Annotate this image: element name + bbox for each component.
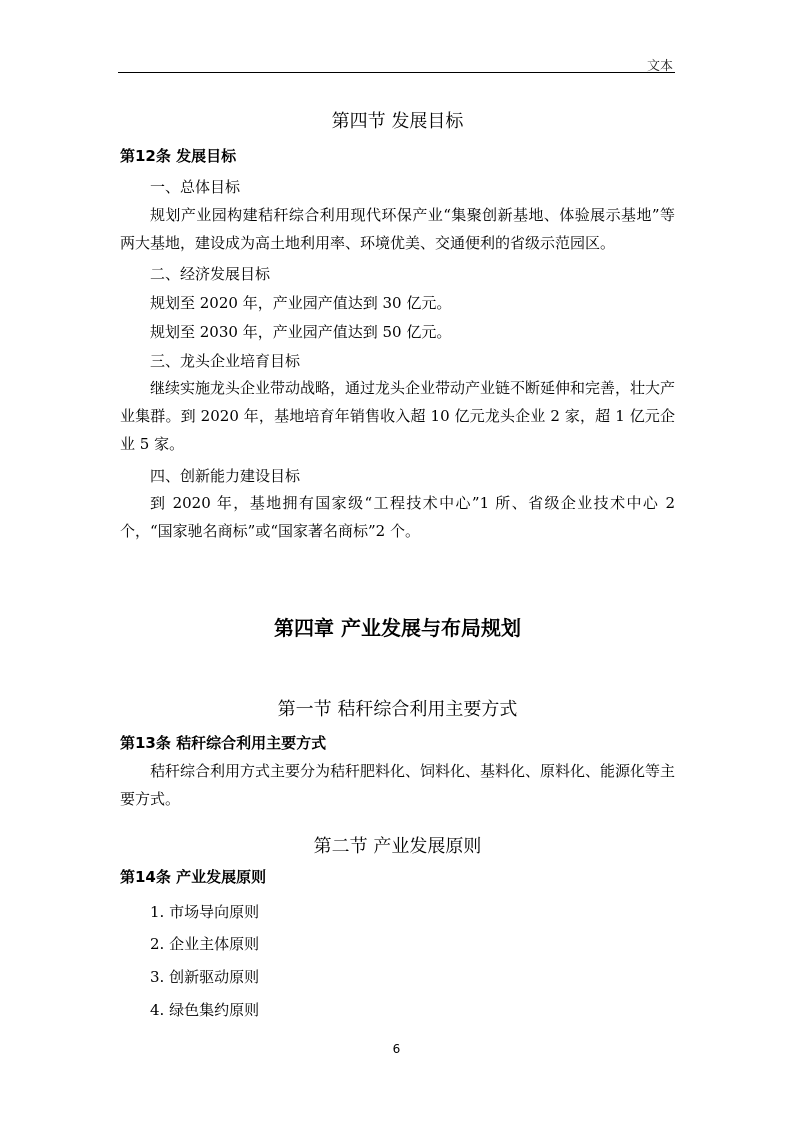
list-item-principle: 4. 绿色集约原则 xyxy=(150,1001,260,1019)
section-heading-straw-methods: 第一节 秸秆综合利用主要方式 xyxy=(277,699,518,720)
paragraph-straw-methods: 秸秆综合利用方式主要分为秸秆肥料化、饲料化、基料化、原料化、能源化等主要方式。 xyxy=(120,762,676,808)
list-item-principle: 2. 企业主体原则 xyxy=(150,935,260,953)
article-14-title: 第14条 产业发展原则 xyxy=(120,868,267,886)
paragraph-leading-enterprise: 继续实施龙头企业带动战略，通过龙头企业带动产业链不断延伸和完善，壮大产业集群。到 2020 年，基地培育年销售收入超 10 亿元龙头企业 2 家，超 1 亿元企业 5 家。 xyxy=(120,379,676,453)
paragraph-innovation: 到 2020 年，基地拥有国家级“工程技术中心”1 所、省级企业技术中心 2 个，“国家驰名商标”或“国家著名商标”2 个。 xyxy=(120,494,675,540)
header-label: 文本 xyxy=(646,59,673,74)
subheading-innovation: 四、创新能力建设目标 xyxy=(150,467,301,485)
subheading-overall-goal: 一、总体目标 xyxy=(150,178,241,196)
subheading-economic-goal: 二、经济发展目标 xyxy=(150,265,271,283)
article-12-title: 第12条 发展目标 xyxy=(120,147,237,165)
paragraph-economic-2030: 规划至 2030 年，产业园产值达到 50 亿元。 xyxy=(150,323,452,341)
paragraph-economic-2020: 规划至 2020 年，产业园产值达到 30 亿元。 xyxy=(150,294,452,312)
paragraph-overall-goal: 规划产业园构建秸秆综合利用现代环保产业“集聚创新基地、体验展示基地”等两大基地，建设成为高土地利用率、环境优美、交通便利的省级示范园区。 xyxy=(120,206,675,252)
section-heading-development-goals: 第四节 发展目标 xyxy=(331,111,464,132)
chapter-4-heading: 第四章 产业发展与布局规划 xyxy=(274,616,521,640)
page-number: 6 xyxy=(392,1042,401,1056)
article-13-title: 第13条 秸秆综合利用主要方式 xyxy=(120,734,327,752)
section-heading-principles: 第二节 产业发展原则 xyxy=(313,836,482,857)
list-item-principle: 3. 创新驱动原则 xyxy=(150,968,260,986)
list-item-principle: 1. 市场导向原则 xyxy=(150,903,260,921)
header-rule xyxy=(118,72,675,73)
subheading-leading-enterprise: 三、龙头企业培育目标 xyxy=(150,352,301,370)
